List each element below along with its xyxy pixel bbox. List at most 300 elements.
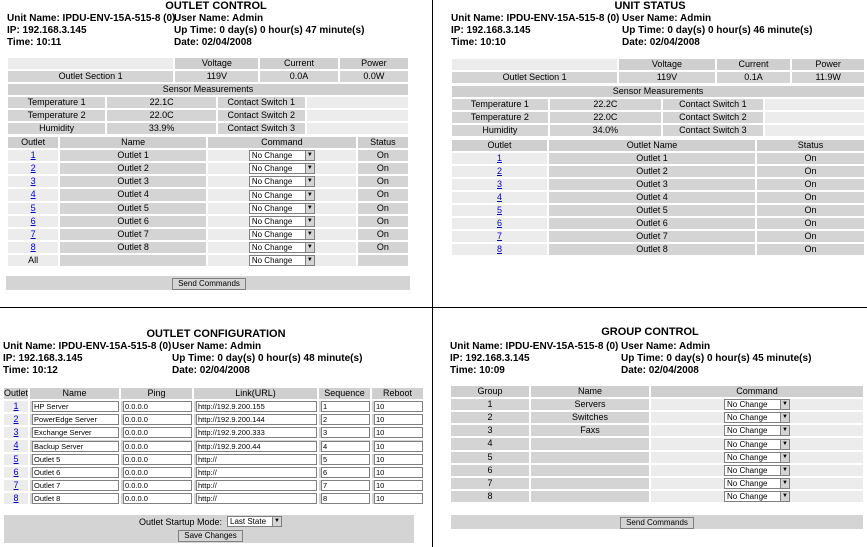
sensor-label: Humidity [8,123,105,134]
outlet-name: Outlet 1 [549,153,755,164]
link-field[interactable]: http://192.9.200.333 [196,427,317,438]
up-time: Up Time: 0 day(s) 0 hour(s) 45 minute(s) [621,353,812,364]
section-label: Outlet Section 1 [8,71,173,82]
command-select[interactable]: No Change ▼ [249,203,315,214]
current-value: 0.0A [260,71,337,82]
time: Time: 10:12 [3,365,58,376]
outlet-link[interactable]: 3 [30,176,36,187]
command-select[interactable]: No Change ▼ [249,190,315,201]
contact-switch-label: Contact Switch 1 [218,97,305,108]
group-name [531,491,649,502]
outlet-link[interactable]: 6 [30,215,36,226]
chevron-down-icon: ▼ [305,164,314,173]
sequence-header: Sequence [319,388,370,399]
blank-cell [60,255,206,266]
group-name: Switches [531,412,649,423]
up-time: Up Time: 0 day(s) 0 hour(s) 48 minute(s) [172,353,363,364]
link-header: Link(URL) [194,388,317,399]
power-header: Power [792,59,864,70]
power-header-row [8,58,408,69]
link-field[interactable]: http://192.9.200.144 [196,414,317,425]
send-commands-button[interactable]: Send Commands [620,517,694,529]
unit-status-panel [433,0,867,307]
unit-name: Unit Name: IPDU-ENV-15A-515-8 (0) [7,13,176,24]
sensor-row [452,99,864,110]
outlet-link[interactable]: 5 [30,202,36,213]
outlet-status: On [757,192,864,203]
chevron-down-icon: ▼ [780,492,789,501]
link-field[interactable]: http:// [196,454,317,465]
panel-title: OUTLET CONTROL [165,0,267,12]
outlet-status: On [358,216,408,227]
table-row [4,427,423,438]
outlet-link[interactable]: 5 [13,453,19,464]
outlet-link[interactable]: 4 [30,189,36,200]
outlet-name-header: Outlet Name [549,140,755,151]
power-value: 0.0W [340,71,408,82]
table-row [452,205,864,216]
command-select[interactable]: No Change ▼ [249,150,315,161]
table-row [452,166,864,177]
chevron-down-icon: ▼ [305,217,314,226]
ping-field[interactable]: 0.0.0.0 [123,493,192,504]
sensor-row [8,110,408,121]
sensor-value: 22.2C [550,99,661,110]
sequence-field[interactable]: 7 [321,480,370,491]
save-changes-button[interactable]: Save Changes [178,530,243,542]
ping-field[interactable]: 0.0.0.0 [123,401,192,412]
table-row [451,438,863,449]
contact-switch-value [765,125,864,136]
table-row [8,163,408,174]
outlet-link[interactable]: 2 [30,163,36,174]
contact-switch-value [307,110,408,121]
group-command-select[interactable]: No Change ▼ [724,399,790,410]
group-command-select[interactable]: No Change ▼ [724,452,790,463]
sensor-header: Sensor Measurements [8,84,408,95]
sensor-row [452,125,864,136]
outlet-link[interactable]: 5 [496,205,502,215]
name-field[interactable]: Exchange Server [32,427,119,438]
ip-address: IP: 192.168.3.145 [3,353,83,364]
voltage-header: Voltage [175,58,258,69]
sensor-row [8,97,408,108]
table-row [4,401,423,412]
outlet-link[interactable]: 2 [496,166,502,176]
group-number: 3 [451,425,529,436]
reboot-field[interactable]: 10 [374,493,423,504]
table-row [452,179,864,190]
panel-title: UNIT STATUS [614,0,686,12]
name-header: Name [60,137,206,148]
table-row [8,203,408,214]
sequence-field[interactable]: 1 [321,401,370,412]
voltage-value: 119V [175,71,258,82]
outlet-status: On [757,231,864,242]
power-value: 11.9W [792,72,864,83]
table-row [8,150,408,161]
blank-cell [358,255,408,266]
sensor-label: Temperature 1 [452,99,548,110]
name-field[interactable]: Outlet 7 [32,480,119,491]
group-command-select[interactable]: No Change ▼ [724,465,790,476]
voltage-value: 119V [619,72,714,83]
table-row [451,399,863,410]
group-command-select[interactable]: No Change ▼ [724,491,790,502]
contact-switch-label: Contact Switch 3 [218,123,305,134]
group-name: Faxs [531,425,649,436]
outlet-name: Outlet 2 [60,163,206,174]
outlet-name: Outlet 3 [549,179,755,190]
sequence-field[interactable]: 5 [321,454,370,465]
group-command-select[interactable]: No Change ▼ [724,478,790,489]
outlet-link[interactable]: 8 [13,492,19,503]
config-header-row [4,388,423,399]
sensor-label: Temperature 2 [8,110,105,121]
outlet-link[interactable]: 1 [496,153,502,163]
outlet-name: Outlet 4 [549,192,755,203]
table-row [4,493,423,504]
sensor-label: Temperature 1 [8,97,105,108]
link-field[interactable]: http://192.9.200.155 [196,401,317,412]
ping-field[interactable]: 0.0.0.0 [123,467,192,478]
outlet-link[interactable]: 4 [13,440,19,451]
group-name [531,438,649,449]
command-header: Command [651,386,863,397]
panel-title: GROUP CONTROL [601,326,699,338]
table-row [451,491,863,502]
sensor-header: Sensor Measurements [452,86,864,97]
all-label: All [8,255,58,266]
outlet-link[interactable]: 4 [496,192,502,202]
power-table [450,57,866,85]
all-row [8,255,408,266]
outlet-header: Outlet [4,388,29,398]
outlet-link[interactable]: 8 [496,244,502,254]
outlet-header: Outlet [452,140,547,151]
contact-switch-label: Contact Switch 1 [663,99,763,110]
reboot-field[interactable]: 10 [374,427,423,438]
time: Time: 10:09 [450,365,505,376]
link-field[interactable]: http:// [196,467,317,478]
sequence-field[interactable]: 8 [321,493,370,504]
table-row [4,414,423,425]
name-field[interactable]: PowerEdge Server [32,414,119,425]
contact-switch-label: Contact Switch 2 [218,110,305,121]
chevron-down-icon: ▼ [780,479,789,488]
sensor-header-row [8,84,408,95]
table-row [451,425,863,436]
command-select[interactable]: No Change ▼ [249,176,315,187]
status-header: Status [757,140,864,151]
chevron-down-icon: ▼ [272,517,281,526]
outlet-name: Outlet 4 [60,189,206,200]
sensor-table [6,82,410,136]
reboot-field[interactable]: 10 [374,467,423,478]
name-field[interactable]: Outlet 6 [32,467,119,478]
group-command-select[interactable]: No Change ▼ [724,412,790,423]
group-number: 7 [451,478,529,489]
ping-field[interactable]: 0.0.0.0 [123,427,192,438]
sensor-label: Humidity [452,125,548,136]
chevron-down-icon: ▼ [780,440,789,449]
group-command-select[interactable]: No Change ▼ [724,439,790,450]
table-row [451,478,863,489]
status-header: Status [358,137,408,148]
table-row [4,480,423,491]
startup-mode-select[interactable]: Last State ▼ [227,516,282,527]
outlet-status: On [757,244,864,255]
outlet-status: On [757,153,864,164]
name-field[interactable]: Outlet 8 [32,493,119,504]
outlet-link[interactable]: 6 [13,466,19,477]
chevron-down-icon: ▼ [305,243,314,252]
group-number: 4 [451,438,529,449]
date: Date: 02/04/2008 [622,37,700,48]
ip-address: IP: 192.168.3.145 [450,353,530,364]
link-field[interactable]: http:// [196,493,317,504]
group-name [531,465,649,476]
outlet-status-table [450,138,866,257]
sensor-label: Temperature 2 [452,112,548,123]
command-select[interactable]: No Change ▼ [249,242,315,253]
table-row [451,452,863,463]
group-header: Group [451,386,529,397]
table-row [8,229,408,240]
table-row [452,192,864,203]
sequence-field[interactable]: 4 [321,441,370,452]
contact-switch-value [307,97,408,108]
table-row [452,153,864,164]
power-header: Power [340,58,408,69]
command-select[interactable]: No Change ▼ [249,163,315,174]
chevron-down-icon: ▼ [780,413,789,422]
outlet-link[interactable]: 3 [496,179,502,189]
unit-name: Unit Name: IPDU-ENV-15A-515-8 (0) [451,13,620,24]
chevron-down-icon: ▼ [305,204,314,213]
up-time: Up Time: 0 day(s) 0 hour(s) 46 minute(s) [622,25,813,36]
current-header: Current [717,59,791,70]
table-row [452,244,864,255]
outlet-name: Outlet 5 [60,203,206,214]
outlet-config-panel [0,308,432,547]
table-row [451,412,863,423]
sensor-value: 22.1C [107,97,216,108]
table-row [452,231,864,242]
sensor-table [450,84,866,138]
command-header: Command [208,137,356,148]
blank-cell [452,59,617,70]
reboot-field[interactable]: 10 [374,414,423,425]
outlet-link[interactable]: 7 [13,479,19,490]
all-command-select[interactable]: No Change ▼ [249,255,315,266]
group-control-panel [433,308,867,547]
outlet-link[interactable]: 8 [30,241,36,252]
power-table [6,56,410,84]
sensor-header-row [452,86,864,97]
user-name: User Name: Admin [621,341,711,352]
time: Time: 10:11 [7,37,62,48]
chevron-down-icon: ▼ [780,453,789,462]
contact-switch-value [765,112,864,123]
link-field[interactable]: http:// [196,480,317,491]
panel-title: OUTLET CONFIGURATION [146,328,286,340]
outlet-link[interactable]: 6 [496,218,502,228]
table-row [8,216,408,227]
send-commands-button[interactable]: Send Commands [172,278,246,290]
chevron-down-icon: ▼ [305,256,314,265]
table-row [4,467,423,478]
chevron-down-icon: ▼ [780,426,789,435]
group-name [531,452,649,463]
chevron-down-icon: ▼ [780,466,789,475]
outlet-name: Outlet 8 [60,242,206,253]
sensor-value: 22.0C [107,110,216,121]
outlet-status: On [358,176,408,187]
ping-field[interactable]: 0.0.0.0 [123,454,192,465]
outlet-link[interactable]: 1 [30,150,36,161]
link-field[interactable]: http://192.9.200.44 [196,441,317,452]
table-row [451,465,863,476]
table-row [8,176,408,187]
unit-name: Unit Name: IPDU-ENV-15A-515-8 (0) [3,341,172,352]
outlet-status: On [358,203,408,214]
reboot-field[interactable]: 10 [374,441,423,452]
outlet-name: Outlet 5 [549,205,755,216]
outlet-name: Outlet 6 [549,218,755,229]
outlet-status: On [757,166,864,177]
outlet-name: Outlet 3 [60,176,206,187]
outlet-name: Outlet 7 [549,231,755,242]
reboot-field[interactable]: 10 [374,454,423,465]
sensor-value: 34.0% [550,125,661,136]
up-time: Up Time: 0 day(s) 0 hour(s) 47 minute(s) [174,25,365,36]
outlet-header-row [452,140,864,151]
outlet-link[interactable]: 1 [13,401,19,412]
sequence-field[interactable]: 3 [321,427,370,438]
outlet-status: On [757,179,864,190]
ip-address: IP: 192.168.3.145 [451,25,531,36]
sensor-value: 33.9% [107,123,216,134]
reboot-field[interactable]: 10 [374,480,423,491]
outlet-status: On [358,189,408,200]
outlet-header-row [8,137,408,148]
outlet-config-table [2,386,425,506]
group-number: 6 [451,465,529,476]
sequence-field[interactable]: 6 [321,467,370,478]
section-label: Outlet Section 1 [452,72,617,83]
group-table [449,384,865,504]
outlet-name: Outlet 6 [60,216,206,227]
name-field[interactable]: HP Server [32,401,119,412]
date: Date: 02/04/2008 [172,365,250,376]
blank-cell [8,58,173,69]
chevron-down-icon: ▼ [305,191,314,200]
outlet-link[interactable]: 7 [30,228,36,239]
reboot-field[interactable]: 10 [374,401,423,412]
chevron-down-icon: ▼ [305,230,314,239]
outlet-status: On [358,150,408,161]
ip-address: IP: 192.168.3.145 [7,25,87,36]
chevron-down-icon: ▼ [780,400,789,409]
group-header-row [451,386,863,397]
group-command-select[interactable]: No Change ▼ [724,425,790,436]
section-row [8,71,408,82]
table-row [4,454,423,465]
outlet-status: On [358,242,408,253]
outlet-status: On [358,229,408,240]
outlet-name: Outlet 7 [60,229,206,240]
power-header-row [452,59,864,70]
sensor-row [452,112,864,123]
user-name: User Name: Admin [172,341,262,352]
group-name [531,478,649,489]
contact-switch-label: Contact Switch 2 [663,112,763,123]
table-row [8,242,408,253]
group-number: 5 [451,452,529,463]
table-row [8,189,408,200]
group-name: Servers [531,399,649,410]
contact-switch-value [765,99,864,110]
outlet-status: On [358,163,408,174]
outlet-header: Outlet [8,137,58,148]
table-row [4,440,423,451]
outlet-name: Outlet 8 [549,244,755,255]
name-header: Name [30,388,119,399]
name-field[interactable]: Backup Server [32,441,119,452]
startup-mode-label: Outlet Startup Mode: [139,517,223,527]
sequence-field[interactable]: 2 [321,414,370,425]
section-row [452,72,864,83]
outlet-status: On [757,218,864,229]
command-select[interactable]: No Change ▼ [249,216,315,227]
outlet-link[interactable]: 3 [13,427,19,438]
date: Date: 02/04/2008 [621,365,699,376]
command-select[interactable]: No Change ▼ [249,229,315,240]
sensor-value: 22.0C [550,112,661,123]
sensor-row [8,123,408,134]
outlet-control-panel [0,0,432,307]
user-name: User Name: Admin [174,13,264,24]
table-row [452,218,864,229]
ping-field[interactable]: 0.0.0.0 [123,480,192,491]
reboot-header: Reboot [372,388,423,399]
outlet-command-table [6,135,410,268]
current-header: Current [260,58,337,69]
name-field[interactable]: Outlet 5 [32,454,119,465]
group-number: 2 [451,412,529,423]
time: Time: 10:10 [451,37,506,48]
outlet-link[interactable]: 7 [496,231,502,241]
date: Date: 02/04/2008 [174,37,252,48]
contact-switch-value [307,123,408,134]
group-number: 1 [451,399,529,410]
outlet-status: On [757,205,864,216]
ping-field[interactable]: 0.0.0.0 [123,441,192,452]
user-name: User Name: Admin [622,13,712,24]
chevron-down-icon: ▼ [305,177,314,186]
outlet-link[interactable]: 2 [13,414,19,425]
outlet-name: Outlet 2 [549,166,755,177]
unit-name: Unit Name: IPDU-ENV-15A-515-8 (0) [450,341,619,352]
ping-header: Ping [121,388,192,399]
group-number: 8 [451,491,529,502]
current-value: 0.1A [717,72,791,83]
outlet-name: Outlet 1 [60,150,206,161]
ping-field[interactable]: 0.0.0.0 [123,414,192,425]
voltage-header: Voltage [619,59,714,70]
chevron-down-icon: ▼ [305,151,314,160]
